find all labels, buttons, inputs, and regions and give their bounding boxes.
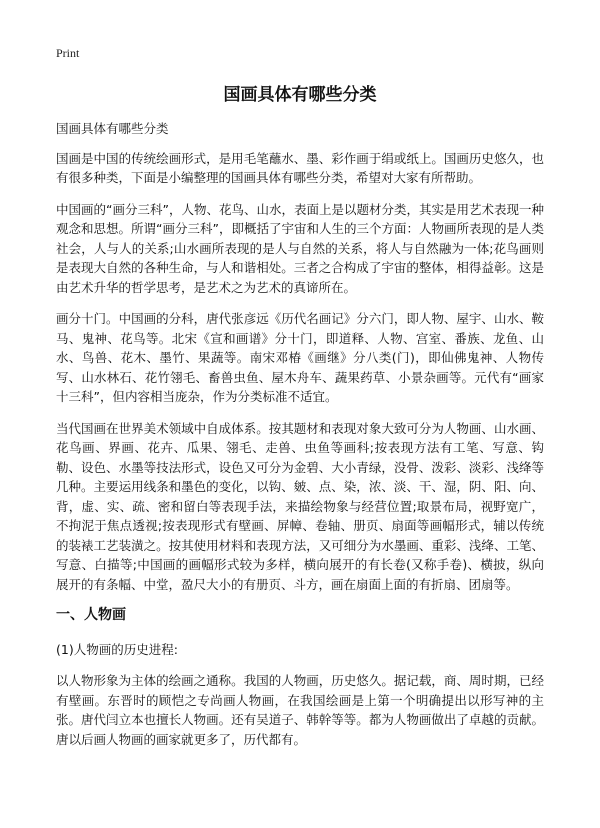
paragraph-ten-categories: 画分十门。中国画的分科，唐代张彦远《历代名画记》分六门，即人物、屋宇、山水、鞍马、鬼神、花鸟等。北宋《宣和画谱》分十门，即道释、人物、宫室、番族、龙鱼、山水、鸟兽、花木、墨竹、果蔬等。南宋邓椿《画继》分八类(门)，即仙佛鬼神、人物传写、山水林石、花竹翎毛、畜兽虫鱼、屋木舟车、蔬果药草、小景杂画等。元代有“画家十三科”，但内容相当庞杂，作为分类标准不适宜。 — [56, 311, 544, 404]
page-title: 国画具体有哪些分类 — [223, 85, 377, 105]
section-heading-figure-painting: 一、人物画 — [56, 607, 126, 623]
paragraph-intro: 国画是中国的传统绘画形式，是用毛笔蘸水、墨、彩作画于绢或纸上。国画历史悠久，也有很多种类，下面是小编整理的国画具体有哪些分类，希望对大家有所帮助。 — [56, 150, 544, 185]
paragraph-contemporary: 当代国画在世界美术领域中自成体系。按其题材和表现对象大致可分为人物画、山水画、花鸟画、界画、花卉、瓜果、翎毛、走兽、虫鱼等画科;按表现方法有工笔、写意、钩勒、设色、水墨等技法形式，设色又可分为金碧、大小青绿，没骨、泼彩、淡彩、浅绛等几种。主要运用线条和墨色的变化，以钩、皴、点、染，浓、淡、干、湿，阴、阳、向、背，虚、实、疏、密和留白等表现手法，来描绘物象与经营位置;取景布局，视野宽广，不拘泥于焦点透视;按表现形式有壁画、屏幛、卷轴、册页、扇面等画幅形式，辅以传统的装裱工艺装潢之。按其使用材料和表现方法，又可细分为水墨画、重彩、浅绛、工笔、写意、白描等;中国画的画幅形式较为多样，横向展开的有长卷(又称手卷)、横披，纵向展开的有条幅、中堂，盈尺大小的有册页、斗方，画在扇面上面的有折扇、团扇等。 — [56, 420, 544, 592]
paragraph-three-categories: 中国画的“画分三科”，人物、花鸟、山水，表面上是以题材分类，其实是用艺术表现一种观念和思想。所谓“画分三科”，即概括了宇宙和人生的三个方面：人物画所表现的是人类社会，人与人的关系;山水画所表现的是人与自然的关系，将人与自然融为一体;花鸟画则是表现大自然的各种生命，与人和谐相处。三者之合构成了宇宙的整体，相得益彰。这是由艺术升华的哲学思考，是艺术之为艺术的真谛所在。 — [56, 201, 544, 295]
print-link[interactable]: Print — [56, 46, 80, 60]
section-subheading-history: (1)人物画的历史进程: — [56, 641, 178, 657]
article-body — [56, 119, 544, 761]
paragraph-figure-history: 以人物形象为主体的绘画之通称。我国的人物画，历史悠久。据记载，商、周时期，已经有壁画。东晋时的顾恺之专尚画人物画，在我国绘画是上第一个明确提出以形写神的主张。唐代闫立本也擅长人物画。还有吴道子、韩幹等等。都为人物画做出了卓越的贡献。唐以后画人物画的画家就更多了，历代都有。 — [56, 673, 544, 747]
article-subtitle: 国画具体有哪些分类 — [56, 121, 169, 136]
